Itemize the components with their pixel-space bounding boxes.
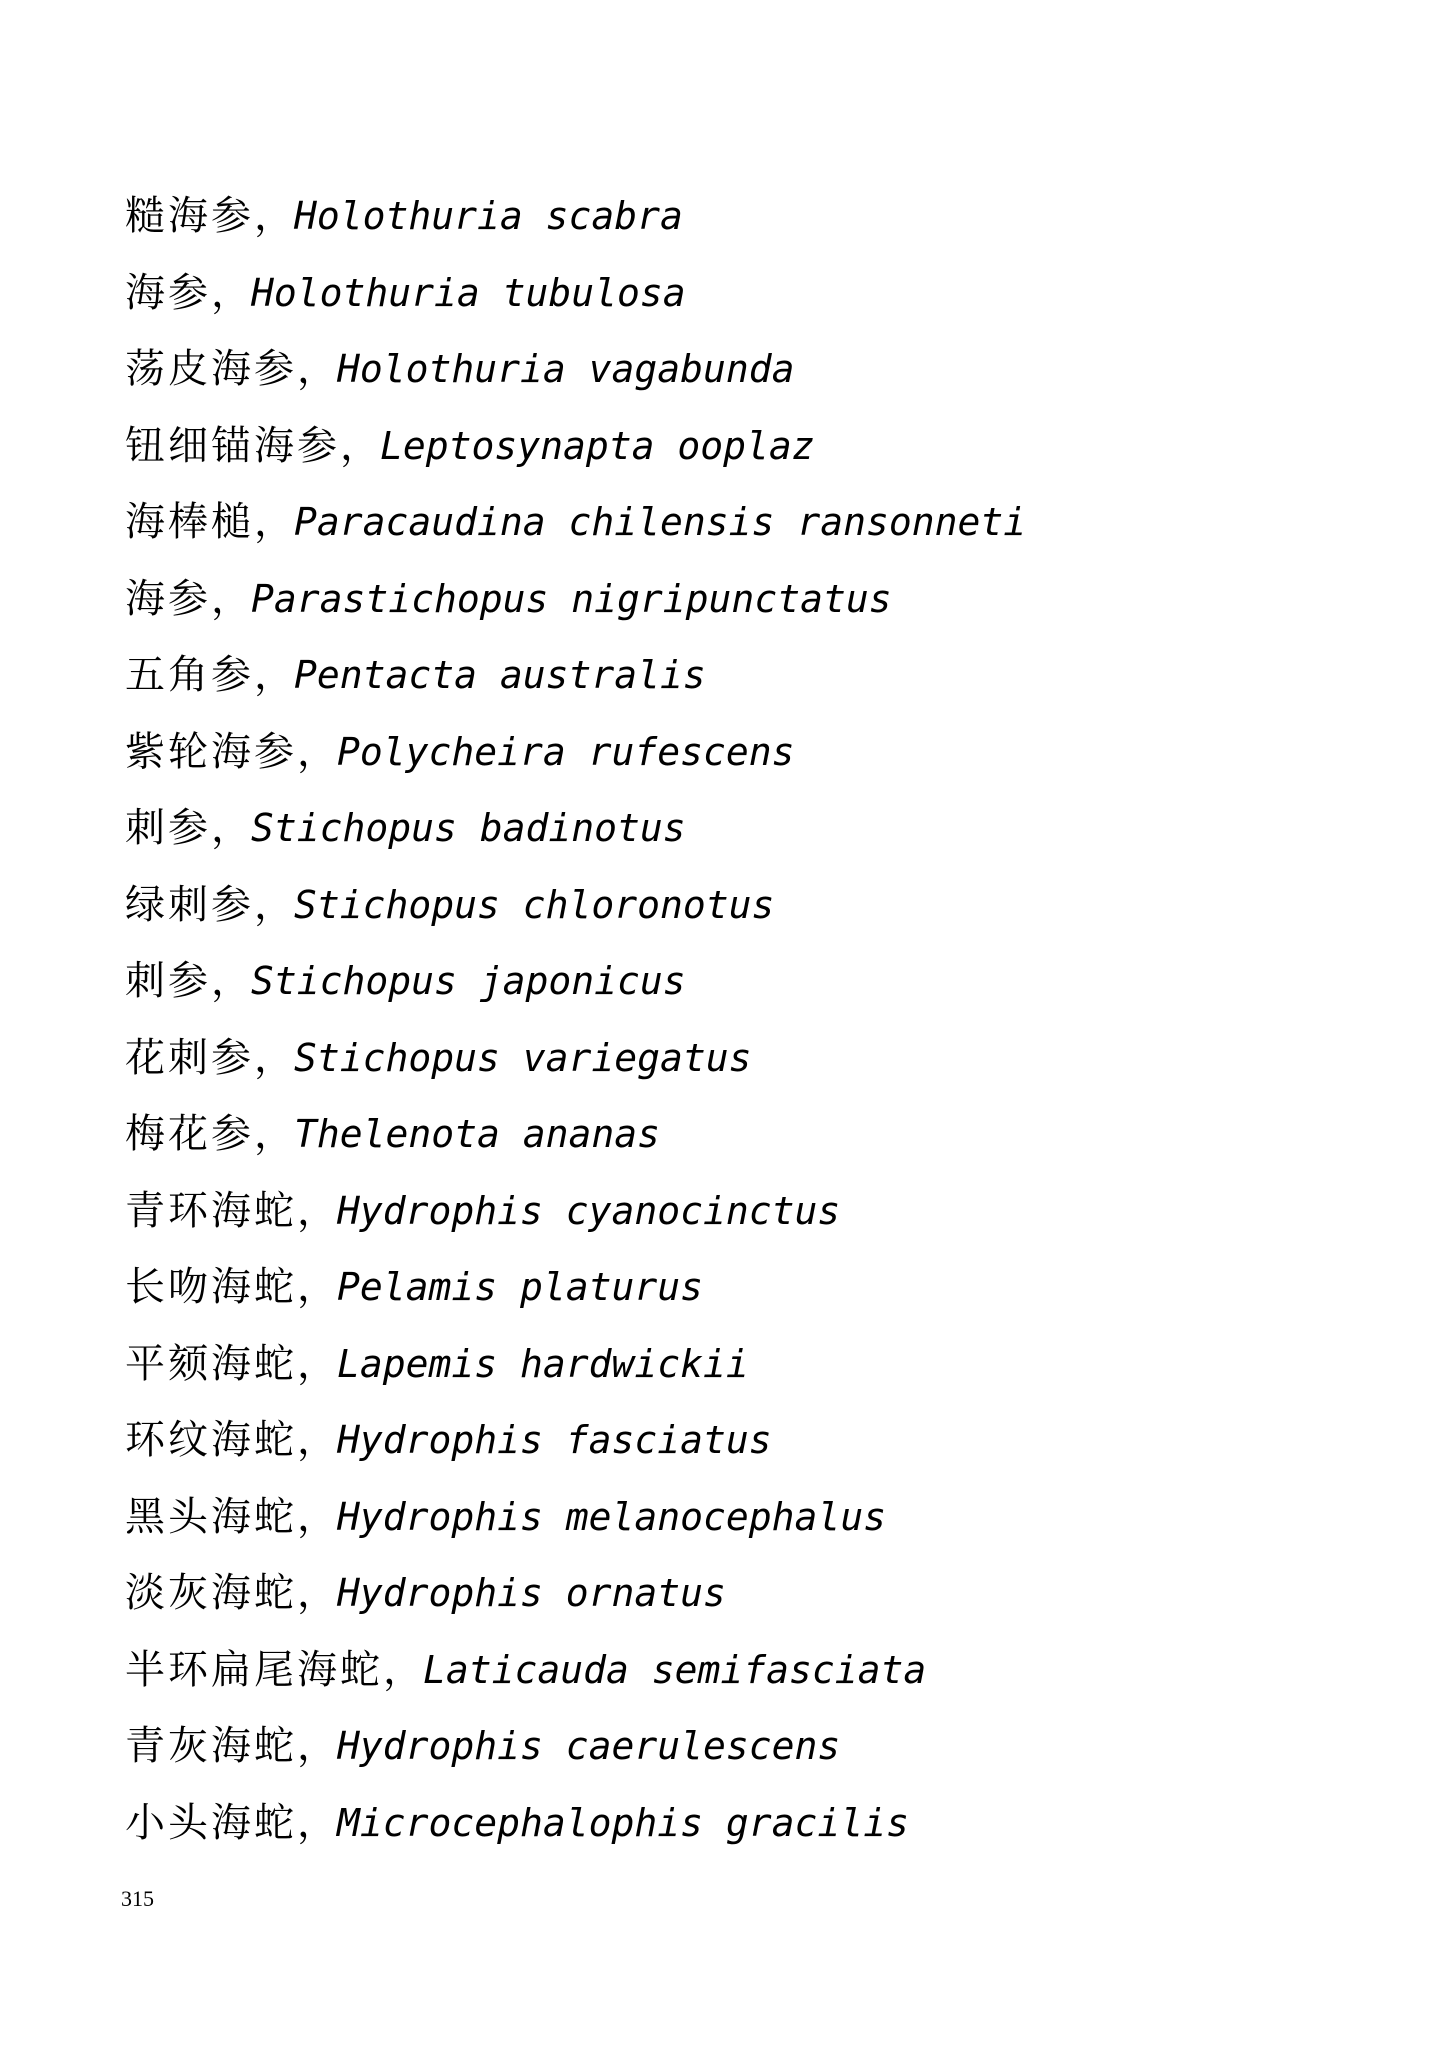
chinese-name: 环纹海蛇 [125, 1417, 297, 1463]
separator: ， [297, 1723, 337, 1769]
list-item [125, 645, 1325, 722]
latin-name: Parastichopus nigripunctatus [251, 576, 892, 621]
list-item [125, 416, 1325, 493]
separator: ， [297, 1493, 337, 1540]
latin-name: Hydrophis melanocephalus [337, 1494, 887, 1539]
latin-name: Hydrophis ornatus [337, 1571, 726, 1615]
species-list [125, 186, 1325, 1869]
latin-name: Stichopus japonicus [251, 959, 686, 1003]
chinese-name: 长吻海蛇 [125, 1264, 297, 1310]
separator: ， [254, 652, 294, 698]
separator: ， [254, 499, 294, 545]
separator: ， [297, 1264, 337, 1310]
separator: ， [340, 422, 380, 469]
separator: ， [211, 958, 251, 1004]
separator: ， [297, 1187, 337, 1234]
chinese-name: 绿刺参 [125, 881, 254, 928]
latin-name: Pentacta australis [294, 653, 706, 697]
latin-name: Leptosynapta ooplaz [380, 423, 815, 468]
chinese-name: 荡皮海参 [125, 346, 297, 392]
list-item [125, 722, 1325, 799]
chinese-name: 刺参 [125, 958, 211, 1004]
chinese-name: 半环扁尾海蛇 [125, 1646, 383, 1693]
latin-name: Stichopus chloronotus [294, 882, 775, 927]
chinese-name: 黑头海蛇 [125, 1493, 297, 1540]
list-item [125, 1640, 1325, 1717]
latin-name: Stichopus variegatus [294, 1035, 752, 1080]
separator: ， [211, 805, 251, 851]
latin-name: Hydrophis caerulescens [337, 1724, 841, 1768]
list-item [125, 951, 1325, 1028]
chinese-name: 梅花参 [125, 1111, 254, 1157]
list-item [125, 1334, 1325, 1411]
page-number: 315 [121, 1886, 154, 1911]
list-item [125, 1793, 1325, 1870]
chinese-name: 小头海蛇 [125, 1799, 297, 1846]
latin-name: Hydrophis fasciatus [337, 1418, 772, 1462]
chinese-name: 花刺参 [125, 1034, 254, 1081]
latin-name: Stichopus badinotus [251, 806, 686, 850]
chinese-name: 钮细锚海参 [125, 422, 340, 469]
latin-name: Holothuria scabra [294, 194, 683, 238]
separator: ， [297, 1799, 337, 1846]
separator: ， [254, 1111, 294, 1157]
separator: ， [297, 1570, 337, 1616]
separator: ， [254, 193, 294, 239]
latin-name: Hydrophis cyanocinctus [337, 1188, 841, 1233]
separator: ， [254, 1034, 294, 1081]
list-item [125, 798, 1325, 875]
list-item [125, 339, 1325, 416]
latin-name: Laticauda semifasciata [423, 1647, 927, 1692]
chinese-name: 青灰海蛇 [125, 1723, 297, 1769]
list-item [125, 875, 1325, 952]
latin-name: Holothuria tubulosa [251, 270, 686, 315]
latin-name: Paracaudina chilensis ransonneti [294, 500, 1027, 544]
chinese-name: 青环海蛇 [125, 1187, 297, 1234]
chinese-name: 糙海参 [125, 193, 254, 239]
list-item [125, 263, 1325, 340]
chinese-name: 淡灰海蛇 [125, 1570, 297, 1616]
list-item [125, 1716, 1325, 1793]
list-item [125, 1410, 1325, 1487]
separator: ， [211, 575, 251, 622]
chinese-name: 海参 [125, 269, 211, 316]
latin-name: Polycheira rufescens [337, 729, 795, 774]
list-item [125, 1487, 1325, 1564]
latin-name: Lapemis hardwickii [337, 1341, 749, 1386]
chinese-name: 海参 [125, 575, 211, 622]
latin-name: Holothuria vagabunda [337, 347, 795, 391]
separator: ， [254, 881, 294, 928]
list-item [125, 1563, 1325, 1640]
list-item [125, 1104, 1325, 1181]
separator: ， [297, 1340, 337, 1387]
separator: ， [297, 1417, 337, 1463]
chinese-name: 紫轮海参 [125, 728, 297, 775]
list-item [125, 492, 1325, 569]
list-item [125, 1028, 1325, 1105]
latin-name: Thelenota ananas [294, 1112, 661, 1156]
list-item [125, 569, 1325, 646]
separator: ， [211, 269, 251, 316]
chinese-name: 刺参 [125, 805, 211, 851]
latin-name: Pelamis platurus [337, 1265, 704, 1309]
latin-name: Microcephalophis gracilis [337, 1800, 909, 1845]
list-item [125, 1181, 1325, 1258]
chinese-name: 五角参 [125, 652, 254, 698]
list-item [125, 1257, 1325, 1334]
separator: ， [297, 346, 337, 392]
chinese-name: 平颏海蛇 [125, 1340, 297, 1387]
chinese-name: 海棒槌 [125, 499, 254, 545]
list-item [125, 186, 1325, 263]
separator: ， [297, 728, 337, 775]
separator: ， [383, 1646, 423, 1693]
